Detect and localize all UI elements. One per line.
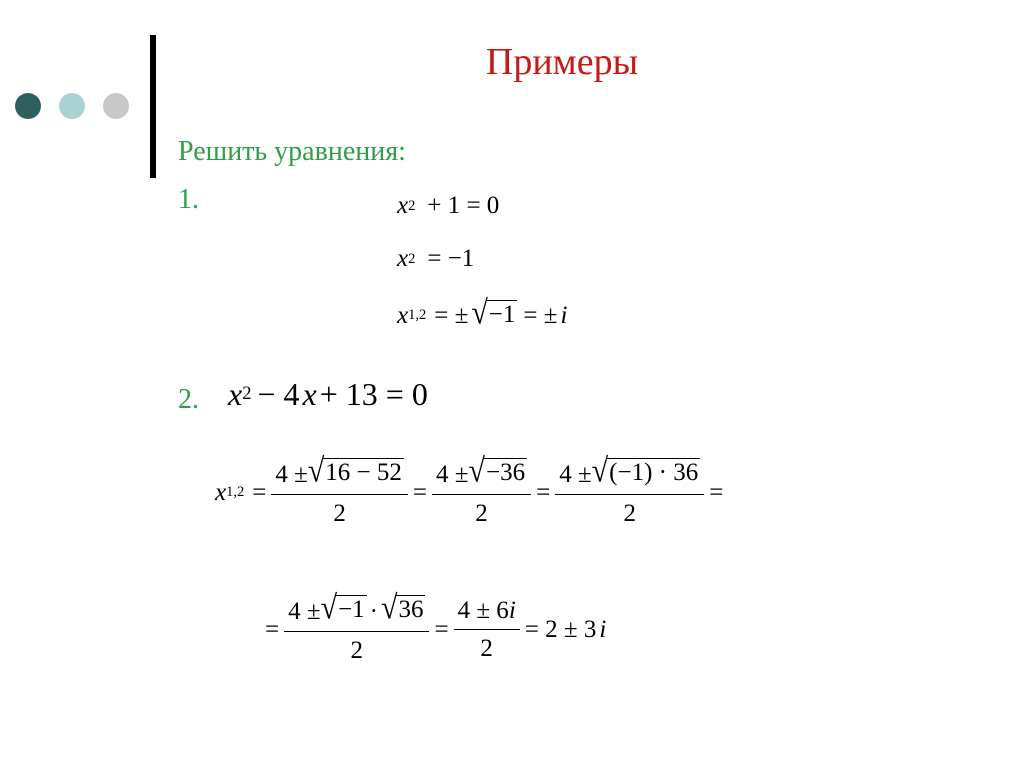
radical-sign-icon: √ (468, 452, 485, 490)
imaginary-unit: i (508, 596, 516, 624)
imaginary-unit: i (599, 615, 607, 643)
equals-sign: = (536, 478, 551, 506)
equation-rest: + 13 = 0 (319, 376, 428, 412)
decorative-dot-dark (15, 93, 41, 119)
radical-sign-icon: √ (471, 294, 488, 332)
variable: x (215, 478, 227, 506)
radicand: −36 (485, 459, 526, 486)
fraction (432, 452, 531, 527)
square-root (307, 452, 404, 490)
fraction (454, 598, 520, 661)
radical-sign-icon: √ (591, 452, 609, 490)
example-1-number: 1. (178, 184, 199, 215)
multiplication-dot: · (369, 598, 378, 625)
imaginary-unit: i (560, 301, 568, 329)
denominator: 2 (454, 629, 520, 661)
denominator: 2 (284, 631, 429, 663)
numerator-prefix: 4 ± (288, 598, 321, 625)
example-2-number: 2. (178, 384, 199, 415)
radical-sign-icon: √ (320, 589, 338, 627)
denominator: 2 (432, 494, 531, 526)
square-root (468, 452, 528, 490)
radicand: 36 (398, 596, 424, 623)
denominator: 2 (555, 494, 704, 526)
square-root (381, 589, 425, 627)
task-heading: Решить уравнения: (178, 136, 406, 167)
equals-sign: = (265, 615, 280, 643)
equals-sign: = (252, 478, 267, 506)
numerator (555, 452, 704, 494)
example-1-line-1: x 2 + 1 = 0 (397, 192, 500, 219)
equation-rest: + 1 = 0 (427, 192, 500, 219)
numerator (454, 598, 520, 629)
equation-rest: = −1 (427, 245, 475, 272)
numerator-prefix: 4 ± (436, 461, 469, 488)
variable: x (302, 376, 317, 412)
radical-sign-icon: √ (307, 452, 325, 490)
example-2-step-2 (262, 589, 607, 664)
numerator (271, 452, 408, 494)
example-1-line-3: x 1,2 = ± √ −1 = ± i (397, 294, 568, 332)
square-root (471, 294, 517, 332)
example-1-line-2: x 2 = −1 (397, 245, 475, 272)
square-root (591, 452, 701, 490)
equals-sign: = (434, 615, 449, 643)
numerator (432, 452, 531, 494)
fraction (555, 452, 704, 527)
final-result: = 2 ± 3 (524, 615, 597, 643)
numerator-prefix: 4 ± (275, 461, 308, 488)
decorative-dot-mid (59, 93, 85, 119)
variable: x (397, 245, 409, 272)
radical-sign-icon: √ (381, 589, 398, 627)
radicand: −1 (488, 301, 516, 328)
equals-sign: = (709, 478, 724, 506)
equals-plus-minus: = ± (434, 301, 469, 329)
radicand: (−1) · 36 (609, 459, 699, 486)
numerator (284, 589, 429, 631)
numerator-prefix: 4 ± (559, 461, 592, 488)
radicand: 16 − 52 (325, 459, 402, 486)
variable: x (397, 301, 409, 329)
denominator: 2 (271, 494, 408, 526)
equation-middle: − 4 (257, 376, 300, 412)
example-2-step-1: x 1,2 = 4 ± √ 16 − 52 2 = 4 ± √ −36 2 = 4 ± √ (−1) · 36 2 = (215, 452, 724, 527)
fraction (284, 589, 429, 664)
example-2-equation: x 2 − 4 x + 13 = 0 (228, 376, 428, 412)
slide-title: Примеры (485, 41, 639, 83)
equals-plus-minus: = ± (523, 301, 558, 329)
decorative-dot-light (103, 93, 129, 119)
fraction (271, 452, 408, 527)
square-root (320, 589, 367, 627)
variable: x (397, 192, 409, 219)
variable: x (228, 376, 243, 412)
numerator-prefix: 4 ± 6 (457, 596, 509, 624)
equals-sign: = (412, 478, 428, 506)
radicand: −1 (338, 596, 365, 623)
